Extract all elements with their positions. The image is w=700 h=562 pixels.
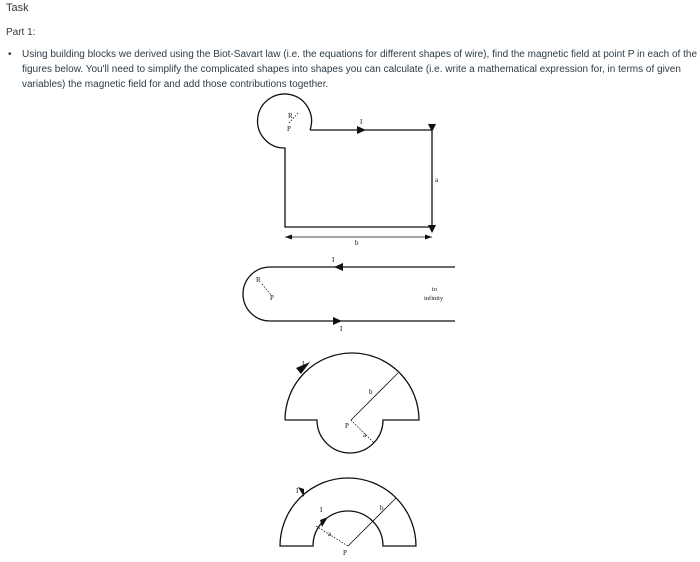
dimension-b-arrow-right <box>425 235 432 240</box>
label-b: b <box>355 239 359 247</box>
label-a: a <box>435 176 439 184</box>
dimension-b-arrow-left <box>285 235 292 240</box>
label-b: b <box>369 388 373 396</box>
label-P: P <box>270 294 274 302</box>
radius-b <box>348 498 396 546</box>
bullet-dot: • <box>8 49 12 60</box>
current-arrow-inner <box>320 517 328 527</box>
figure-2 <box>243 256 455 333</box>
label-R: R <box>288 112 293 120</box>
label-I: I <box>360 118 363 126</box>
wire-path-2 <box>243 267 455 321</box>
current-arrow <box>357 126 366 134</box>
label-I-inner: I <box>320 506 323 514</box>
part-label: Part 1: <box>6 27 36 38</box>
label-I-bottom: I <box>340 325 343 333</box>
label-to: to <box>432 286 438 293</box>
label-infinity: infinity <box>424 295 444 302</box>
page-title: Task <box>6 2 29 14</box>
label-P: P <box>343 549 347 557</box>
current-arrow-bottom <box>333 317 342 325</box>
current-arrow-outer <box>298 487 304 497</box>
label-R: R <box>256 276 261 284</box>
label-P: P <box>287 125 291 133</box>
radius-b <box>351 373 398 420</box>
current-arrow-top <box>334 263 343 271</box>
label-b: b <box>380 504 384 512</box>
label-I-outer: I <box>296 487 299 495</box>
label-a: a <box>328 530 332 538</box>
radius-a <box>316 526 348 546</box>
label-a: a <box>363 431 367 439</box>
figure-4 <box>280 478 416 557</box>
label-P: P <box>345 422 349 430</box>
figure-1 <box>258 94 439 247</box>
label-I: I <box>302 360 305 368</box>
figure-3 <box>285 353 419 453</box>
label-I-top: I <box>332 256 335 264</box>
wire-path-1 <box>258 94 432 227</box>
instruction-text: Using building blocks we derived using the Biot-Savart law (i.e. the equations for different shapes of wire), find the magnetic field at point P in each of the figures below. You'll need to simplify the complicated shapes into shapes you can calculate (i.e. write a mathematical expression for, in terms of given variables) the magnetic field for and add those contributions together. <box>22 49 698 90</box>
